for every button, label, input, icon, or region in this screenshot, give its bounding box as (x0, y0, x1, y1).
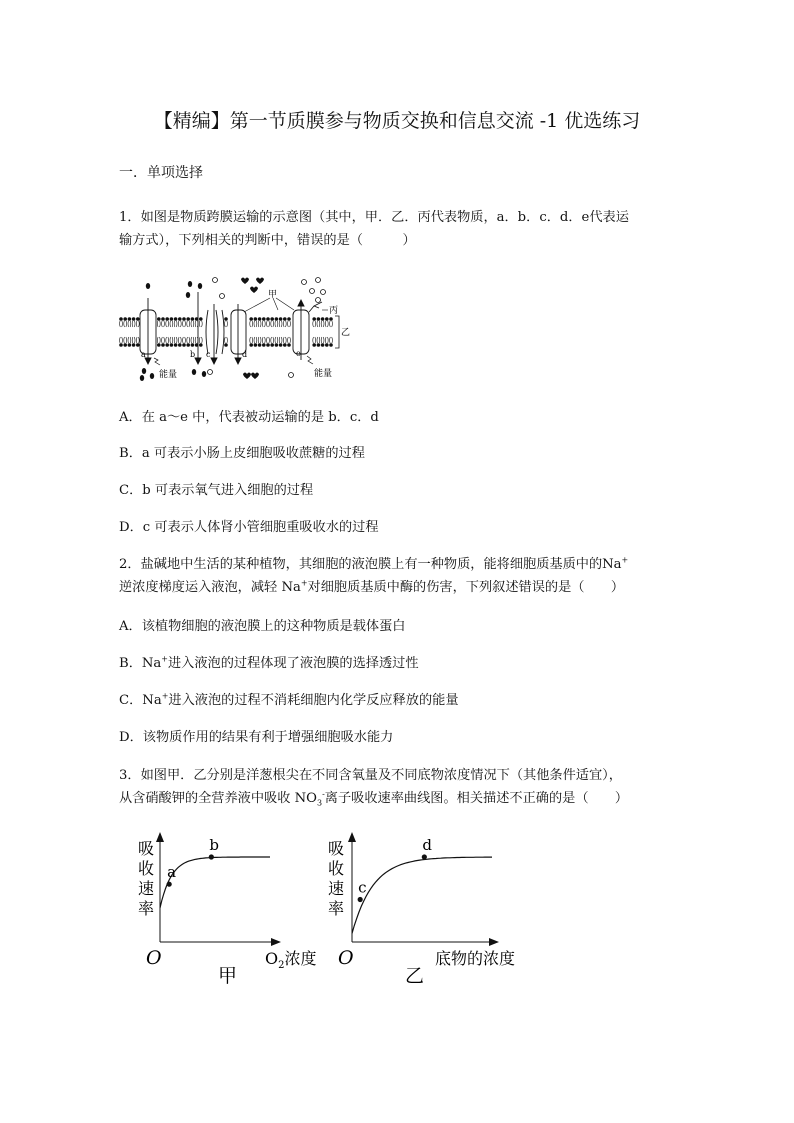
chart-jia-ylabel (138, 839, 154, 918)
q1-option-b: B．a 可表示小肠上皮细胞吸收蔗糖的过程 (119, 446, 365, 461)
origin-label: O (146, 947, 162, 969)
label-b: b (190, 350, 196, 359)
svg-text:收: 收 (138, 859, 155, 878)
q1-option-a: A．在 a～e 中，代表被动运输的是 b．c．d (119, 410, 379, 425)
svg-text:速: 速 (138, 879, 155, 898)
x-axis-label: $O_2$浓度 (265, 949, 317, 971)
origin-label: O (338, 947, 354, 969)
chart-yi-ylabel (328, 839, 344, 918)
energy-label-2: 能量 (314, 369, 333, 379)
series-line (160, 857, 270, 908)
q2-option-a: A．该植物细胞的液泡膜上的这种物质是载体蛋白 (119, 619, 406, 634)
point-d (422, 854, 427, 859)
q2-option-b: B．Na+进入液泡的过程体现了液泡膜的选择透过性 (119, 654, 419, 671)
q1-stem-line2: 输方式），下列相关的判断中，错误的是（ ） (119, 233, 416, 248)
q2-stem-line1: 2．盐碱地中生活的某种植物，其细胞的液泡膜上有一种物质，能将细胞质基质中的Na+ (119, 555, 629, 572)
label-d: d (242, 350, 248, 359)
label-a: a (141, 350, 146, 359)
q1-option-c: C．b 可表示氧气进入细胞的过程 (119, 483, 314, 498)
q2-option-d: D．该物质作用的结果有利于增强细胞吸水能力 (119, 730, 394, 745)
y-axis-arrow (348, 832, 356, 842)
label-c: c (206, 350, 211, 359)
svg-text:收: 收 (328, 859, 345, 878)
q3-stem-line2: 从含硝酸钾的全营养液中吸收 $NO_3^-$离子吸收速率曲线图。相关描述不正确的是（ ） (119, 789, 629, 808)
section-heading: 一．单项选择 (119, 165, 203, 181)
chart-yi (320, 830, 550, 990)
q2-stem-line2: 逆浓度梯度运入液泡，减轻 Na+对细胞质基质中酶的伤害，下列叙述错误的是（ ） (119, 578, 625, 595)
point-c (358, 897, 363, 902)
page-title: 【精编】第一节质膜参与物质交换和信息交流 -1 优选练习 (153, 110, 641, 132)
point-b (209, 854, 214, 859)
point-label-b: b (209, 836, 219, 854)
chart-jia (130, 830, 330, 990)
svg-text:率: 率 (328, 899, 345, 918)
q1-option-d: D．c 可表示人体肾小管细胞重吸收水的过程 (119, 520, 379, 535)
label-e: e (296, 349, 301, 358)
chart-title: 甲 (218, 965, 238, 987)
point-label-a: a (167, 863, 177, 882)
svg-text:吸: 吸 (138, 839, 155, 858)
q3-stem-line1: 3．如图甲．乙分别是洋葱根尖在不同含氧量及不同底物浓度情况下（其他条件适宜）， (119, 768, 622, 783)
x-axis-arrow (489, 938, 499, 946)
q1-stem-line1: 1．如图是物质跨膜运输的示意图（其中，甲．乙．丙代表物质，a．b．c．d．e代表运 (119, 210, 629, 225)
energy-label-1: 能量 (159, 370, 178, 380)
y-axis-arrow (156, 832, 164, 842)
svg-text:率: 率 (138, 899, 155, 918)
x-axis-arrow (271, 938, 281, 946)
chart-title: 乙 (405, 965, 425, 987)
svg-text:吸: 吸 (328, 839, 345, 858)
label-yi: 乙 (341, 328, 351, 338)
svg-text:速: 速 (328, 879, 345, 898)
label-jia: 甲 (268, 290, 278, 300)
point-a (167, 882, 172, 887)
point-label-d: d (422, 836, 432, 854)
series-line (352, 857, 492, 933)
x-axis-label: 底物的浓度 (435, 949, 516, 968)
label-bing: 丙 (329, 306, 339, 316)
membrane-transport-figure (118, 268, 358, 388)
point-label-c: c (358, 878, 367, 897)
q2-option-c: C．Na+进入液泡的过程不消耗细胞内化学反应释放的能量 (119, 691, 459, 708)
